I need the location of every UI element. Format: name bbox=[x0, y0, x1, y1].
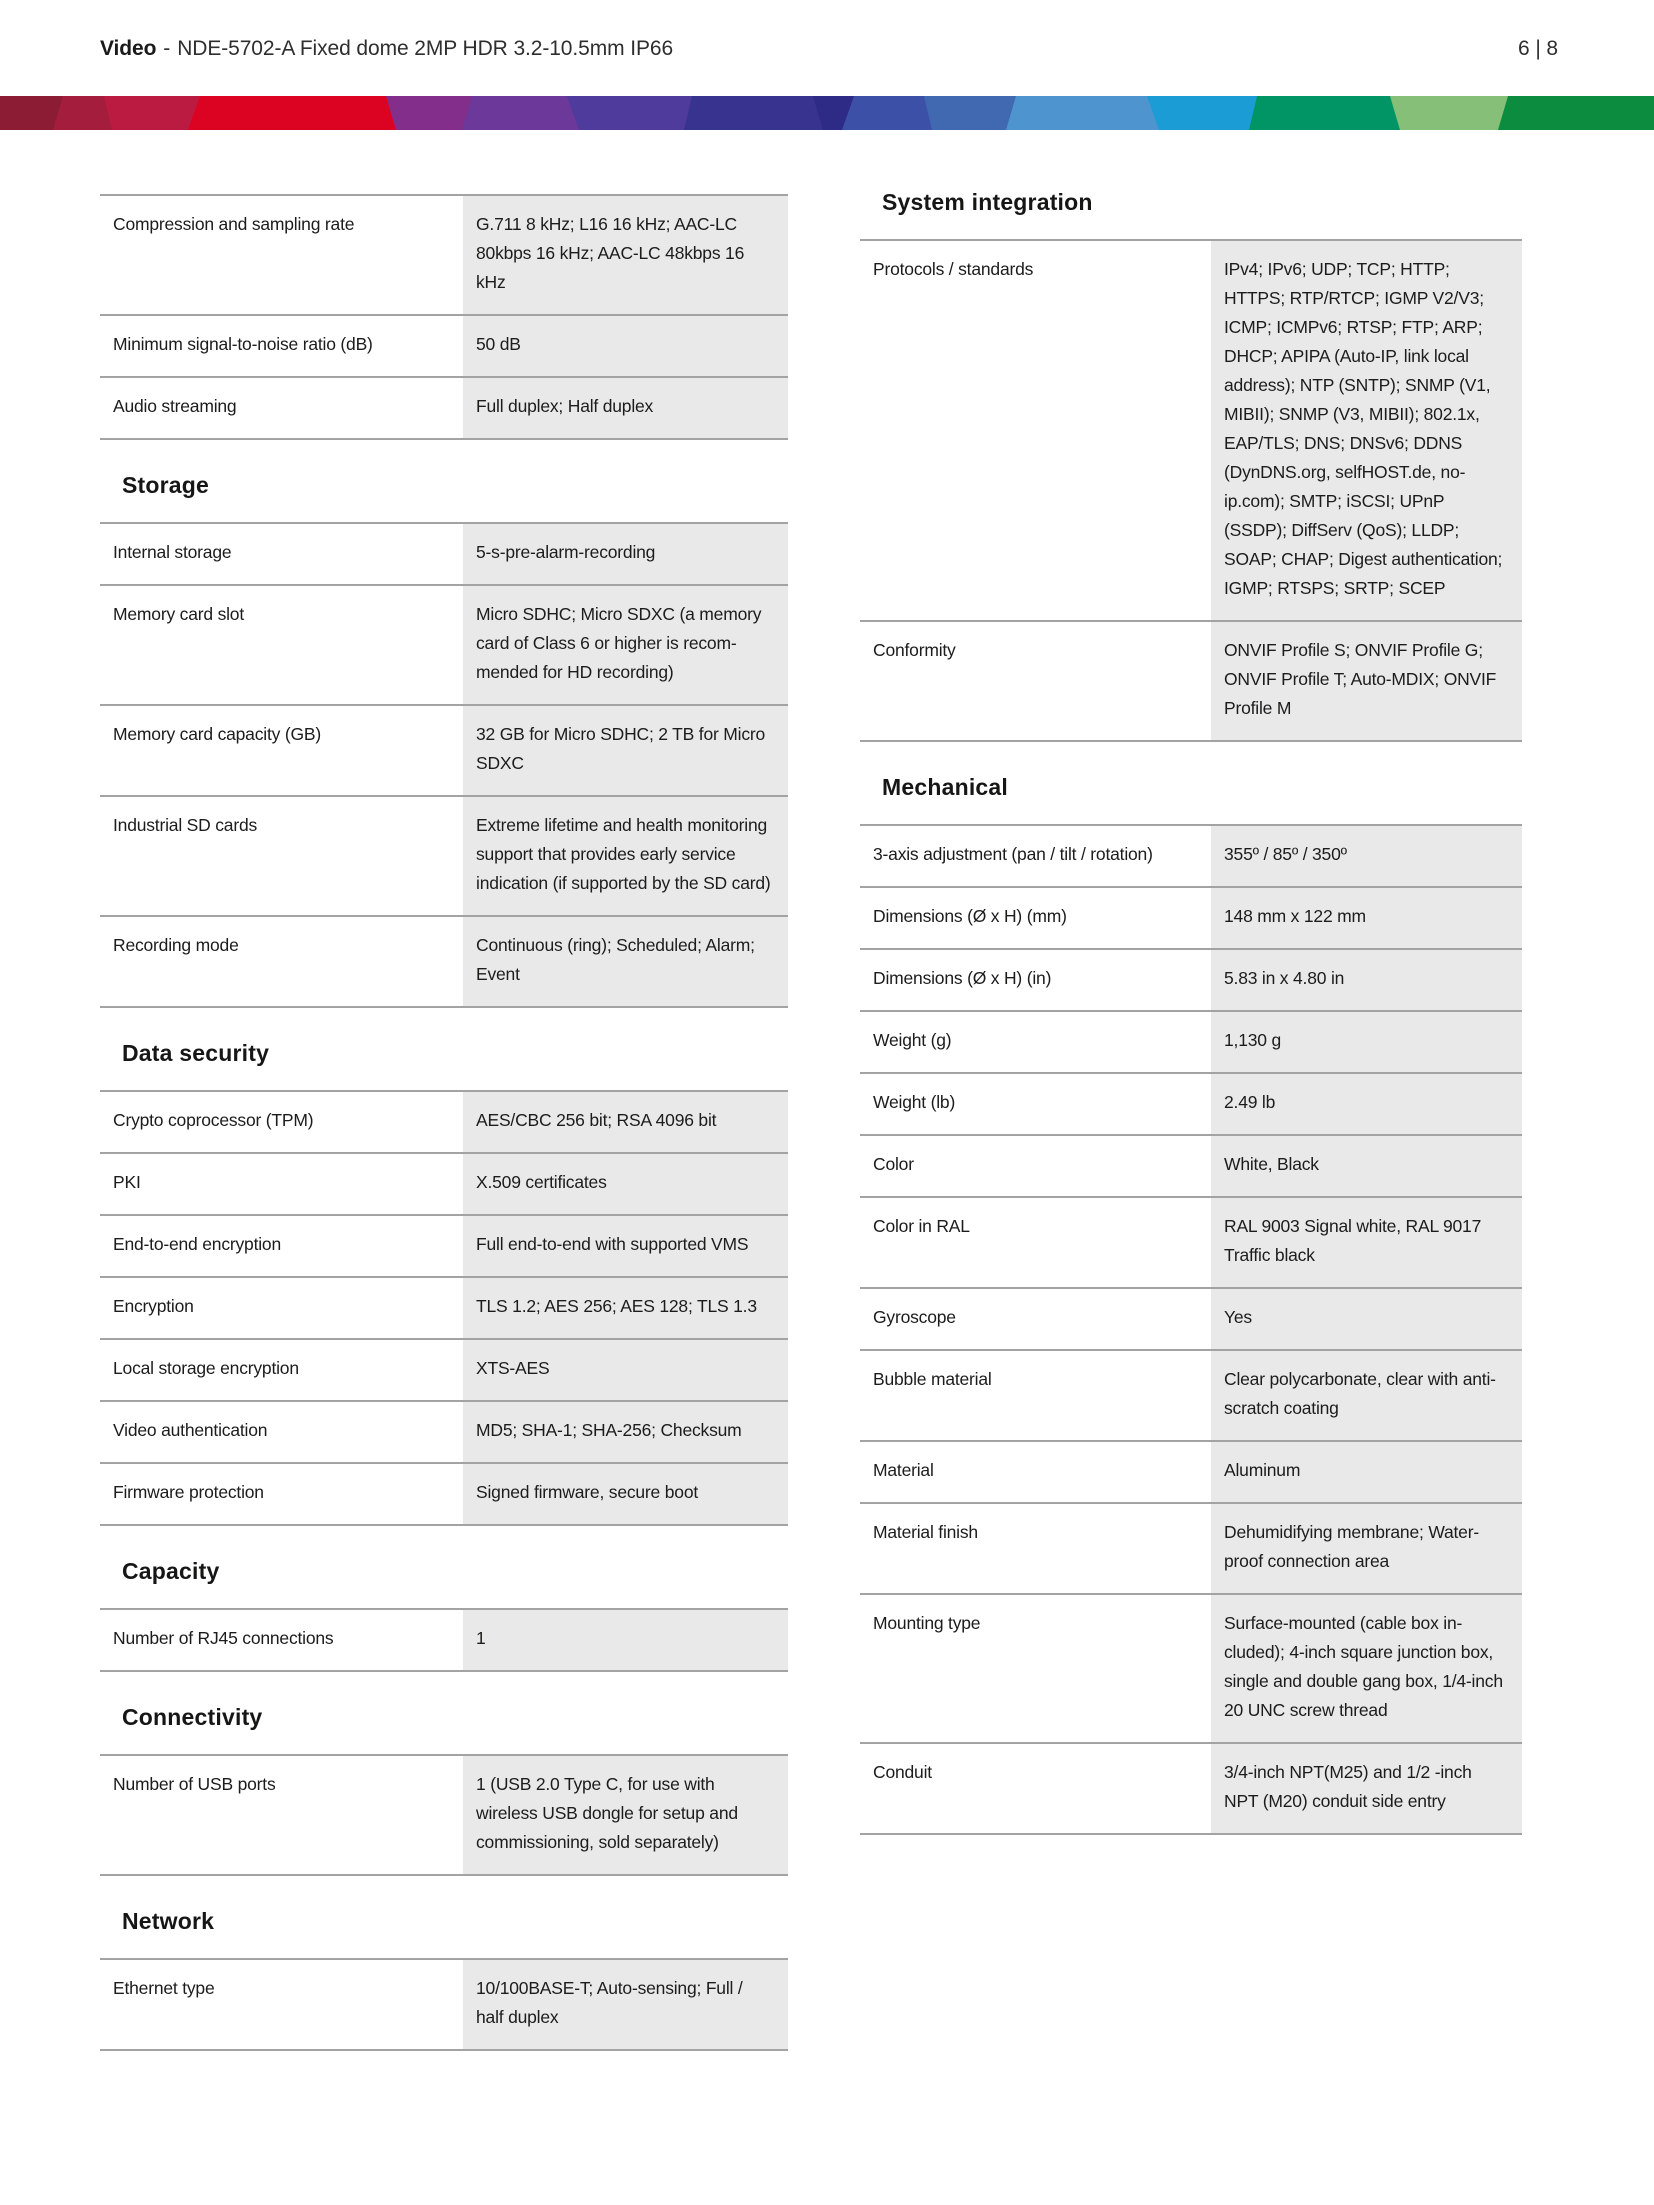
spec-row bbox=[100, 314, 788, 376]
spec-label: Color bbox=[860, 1136, 1208, 1196]
spec-value: TLS 1.2; AES 256; AES 128; TLS 1.3 bbox=[463, 1278, 788, 1338]
banner-stripe bbox=[386, 96, 477, 130]
spec-row bbox=[860, 620, 1522, 740]
spec-label: Crypto coprocessor (TPM) bbox=[100, 1092, 460, 1152]
spec-row bbox=[100, 795, 788, 915]
banner-stripe bbox=[567, 96, 698, 130]
spec-table bbox=[860, 824, 1522, 1835]
section-title: Capacity bbox=[122, 1558, 220, 1584]
spec-value: Full duplex; Half duplex bbox=[463, 378, 788, 438]
section-title: Network bbox=[122, 1908, 215, 1934]
spec-table bbox=[100, 1090, 788, 1526]
spec-label: Industrial SD cards bbox=[100, 797, 460, 915]
spec-value: 5.83 in x 4.80 in bbox=[1211, 950, 1522, 1010]
title-separator: - bbox=[163, 37, 171, 60]
spec-label: Recording mode bbox=[100, 917, 460, 1006]
spec-value: XTS-AES bbox=[463, 1340, 788, 1400]
spec-label: Gyroscope bbox=[860, 1289, 1208, 1349]
spec-value: 1,130 g bbox=[1211, 1012, 1522, 1072]
spec-label: Bubble material bbox=[860, 1351, 1208, 1440]
spec-value: 355º / 85º / 350º bbox=[1211, 826, 1522, 886]
spec-label: Conduit bbox=[860, 1744, 1208, 1833]
banner-stripe bbox=[1390, 96, 1513, 130]
spec-label: Weight (g) bbox=[860, 1012, 1208, 1072]
spec-value: White, Black bbox=[1211, 1136, 1522, 1196]
spec-table bbox=[100, 1958, 788, 2051]
section-title: Connectivity bbox=[122, 1704, 263, 1730]
spec-row bbox=[100, 584, 788, 704]
section-title: Mechanical bbox=[882, 774, 1008, 800]
spec-section bbox=[860, 187, 1522, 742]
spec-label: Memory card slot bbox=[100, 586, 460, 704]
banner-stripe bbox=[684, 96, 828, 130]
spec-label: Dimensions (Ø x H) (mm) bbox=[860, 888, 1208, 948]
spec-section bbox=[100, 470, 788, 1008]
spec-row bbox=[100, 1338, 788, 1400]
banner-stripe bbox=[924, 96, 1021, 130]
spec-table bbox=[860, 239, 1522, 742]
spec-row bbox=[100, 376, 788, 438]
spec-label: Protocols / standards bbox=[860, 241, 1208, 620]
spec-row bbox=[100, 1608, 788, 1670]
spec-value: Dehumidifying membrane; Waterproof connection area bbox=[1211, 1504, 1522, 1593]
spec-row bbox=[860, 948, 1522, 1010]
spec-value: Surface-mounted (cable box included); 4-inch square junction box, single and double gang box, 1/4-inch 20 UNC screw thread bbox=[1211, 1595, 1522, 1742]
spec-label: Local storage encryption bbox=[100, 1340, 460, 1400]
spec-row bbox=[860, 1072, 1522, 1134]
banner-stripe bbox=[104, 96, 204, 130]
banner-stripe bbox=[462, 96, 583, 130]
spec-row bbox=[100, 522, 788, 584]
spec-row bbox=[860, 1287, 1522, 1349]
spec-row bbox=[100, 1214, 788, 1276]
spec-value: Clear polycarbonate, clear with anti-scratch coating bbox=[1211, 1351, 1522, 1440]
left-column bbox=[100, 185, 788, 2051]
spec-table bbox=[100, 1608, 788, 1672]
section-title: Storage bbox=[122, 472, 210, 498]
spec-row bbox=[100, 1958, 788, 2049]
spec-table bbox=[100, 1754, 788, 1876]
spec-table bbox=[100, 194, 788, 440]
spec-row bbox=[860, 1502, 1522, 1593]
spec-section bbox=[100, 194, 788, 440]
spec-section bbox=[100, 1038, 788, 1526]
spec-label: Firmware protection bbox=[100, 1464, 460, 1524]
banner-stripe bbox=[1147, 96, 1263, 130]
spec-label: Ethernet type bbox=[100, 1960, 460, 2049]
brand-color-banner bbox=[0, 96, 1654, 130]
right-column bbox=[860, 185, 1522, 1835]
section-title: Data security bbox=[122, 1040, 270, 1066]
spec-value: MD5; SHA-1; SHA-256; Checksum bbox=[463, 1402, 788, 1462]
spec-row bbox=[100, 1090, 788, 1152]
banner-stripe bbox=[1249, 96, 1405, 130]
spec-row bbox=[100, 915, 788, 1006]
spec-row bbox=[860, 1440, 1522, 1502]
spec-section bbox=[100, 1906, 788, 2051]
spec-value: Extreme lifetime and health monitoring support that provides early service indication (if supported by the SD card) bbox=[463, 797, 788, 915]
document-title bbox=[100, 36, 673, 62]
spec-label: Number of USB ports bbox=[100, 1756, 460, 1874]
banner-stripe bbox=[842, 96, 938, 130]
spec-row bbox=[860, 1134, 1522, 1196]
spec-row bbox=[860, 1593, 1522, 1742]
spec-row bbox=[860, 1742, 1522, 1833]
spec-row bbox=[100, 704, 788, 795]
document-category: Video bbox=[100, 37, 157, 60]
spec-section bbox=[860, 772, 1522, 1835]
spec-label: Weight (lb) bbox=[860, 1074, 1208, 1134]
spec-value: IPv4; IPv6; UDP; TCP; HTTP; HTTPS; RTP/RTCP; IGMP V2/V3; ICMP; ICMPv6; RTSP; FTP; ARP; DHCP; APIPA (Auto-IP, link local address); NTP (SNTP); SNMP (V1, MIBII); SNMP (V3, MIBII); 802.1x, EAP/TLS; DNS; DNSv6; DDNS (DynDNS.org, selfHOST.de, no-ip.com); SMTP; iSCSI; UPnP (SSDP); DiffServ (QoS); LLDP; SOAP; CHAP; Digest authentication; IGMP; RTSPS; SRTP; SCEP bbox=[1211, 241, 1522, 620]
spec-value: 1 (USB 2.0 Type C, for use with wireless USB dongle for setup and commissioning, sold separately) bbox=[463, 1756, 788, 1874]
spec-label: Conformity bbox=[860, 622, 1208, 740]
spec-value: Signed firmware, secure boot bbox=[463, 1464, 788, 1524]
spec-label: Video authentication bbox=[100, 1402, 460, 1462]
spec-row bbox=[100, 1152, 788, 1214]
spec-value: Yes bbox=[1211, 1289, 1522, 1349]
document-header bbox=[100, 36, 1558, 62]
spec-value: Aluminum bbox=[1211, 1442, 1522, 1502]
spec-label: PKI bbox=[100, 1154, 460, 1214]
spec-value: AES/CBC 256 bit; RSA 4096 bit bbox=[463, 1092, 788, 1152]
spec-label: Color in RAL bbox=[860, 1198, 1208, 1287]
spec-row bbox=[860, 886, 1522, 948]
page-number: 6 | 8 bbox=[1518, 37, 1558, 60]
banner-stripe bbox=[188, 96, 401, 130]
spec-value: Micro SDHC; Micro SDXC (a memory card of Class 6 or higher is recommended for HD recording) bbox=[463, 586, 788, 704]
spec-row bbox=[860, 824, 1522, 886]
spec-label: Compression and sampling rate bbox=[100, 196, 460, 314]
spec-label: Minimum signal-to-noise ratio (dB) bbox=[100, 316, 460, 376]
spec-value: X.509 certificates bbox=[463, 1154, 788, 1214]
spec-label: Audio streaming bbox=[100, 378, 460, 438]
spec-row bbox=[100, 1754, 788, 1874]
spec-value: Continuous (ring); Scheduled; Alarm; Event bbox=[463, 917, 788, 1006]
spec-section bbox=[100, 1556, 788, 1672]
spec-value: ONVIF Profile S; ONVIF Profile G; ONVIF Profile T; Auto-MDIX; ONVIF Profile M bbox=[1211, 622, 1522, 740]
spec-value: 32 GB for Micro SDHC; 2 TB for Micro SDXC bbox=[463, 706, 788, 795]
spec-label: Memory card capacity (GB) bbox=[100, 706, 460, 795]
spec-value: G.711 8 kHz; L16 16 kHz; AAC-LC 80kbps 16 kHz; AAC-LC 48kbps 16 kHz bbox=[463, 196, 788, 314]
spec-label: Material finish bbox=[860, 1504, 1208, 1593]
banner-stripe bbox=[1498, 96, 1654, 130]
spec-value: 148 mm x 122 mm bbox=[1211, 888, 1522, 948]
spec-value: 2.49 lb bbox=[1211, 1074, 1522, 1134]
spec-label: Mounting type bbox=[860, 1595, 1208, 1742]
spec-row bbox=[860, 239, 1522, 620]
spec-label: Material bbox=[860, 1442, 1208, 1502]
spec-label: End-to-end encryption bbox=[100, 1216, 460, 1276]
banner-stripe bbox=[1006, 96, 1163, 130]
banner-stripes bbox=[0, 96, 1654, 130]
spec-section bbox=[100, 1702, 788, 1876]
spec-value: 50 dB bbox=[463, 316, 788, 376]
spec-label: Number of RJ45 connections bbox=[100, 1610, 460, 1670]
spec-label: Internal storage bbox=[100, 524, 460, 584]
spec-label: 3-axis adjustment (pan / tilt / rotation) bbox=[860, 826, 1208, 886]
spec-row bbox=[860, 1349, 1522, 1440]
spec-columns bbox=[100, 185, 1522, 2051]
spec-row bbox=[860, 1196, 1522, 1287]
spec-row bbox=[100, 194, 788, 314]
spec-table bbox=[100, 522, 788, 1008]
section-title: System integration bbox=[882, 189, 1093, 215]
spec-value: 5-s-pre-alarm-recording bbox=[463, 524, 788, 584]
spec-value: 10/100BASE-T; Auto-sensing; Full / half duplex bbox=[463, 1960, 788, 2049]
spec-row bbox=[100, 1276, 788, 1338]
spec-label: Dimensions (Ø x H) (in) bbox=[860, 950, 1208, 1010]
spec-row bbox=[100, 1400, 788, 1462]
spec-row bbox=[860, 1010, 1522, 1072]
spec-label: Encryption bbox=[100, 1278, 460, 1338]
spec-value: RAL 9003 Signal white, RAL 9017 Traffic black bbox=[1211, 1198, 1522, 1287]
spec-row bbox=[100, 1462, 788, 1524]
spec-value: 1 bbox=[463, 1610, 788, 1670]
product-name: NDE-5702-A Fixed dome 2MP HDR 3.2-10.5mm IP66 bbox=[177, 37, 674, 60]
spec-value: 3/4-inch NPT(M25) and 1/2 -inch NPT (M20) conduit side entry bbox=[1211, 1744, 1522, 1833]
spec-value: Full end-to-end with supported VMS bbox=[463, 1216, 788, 1276]
